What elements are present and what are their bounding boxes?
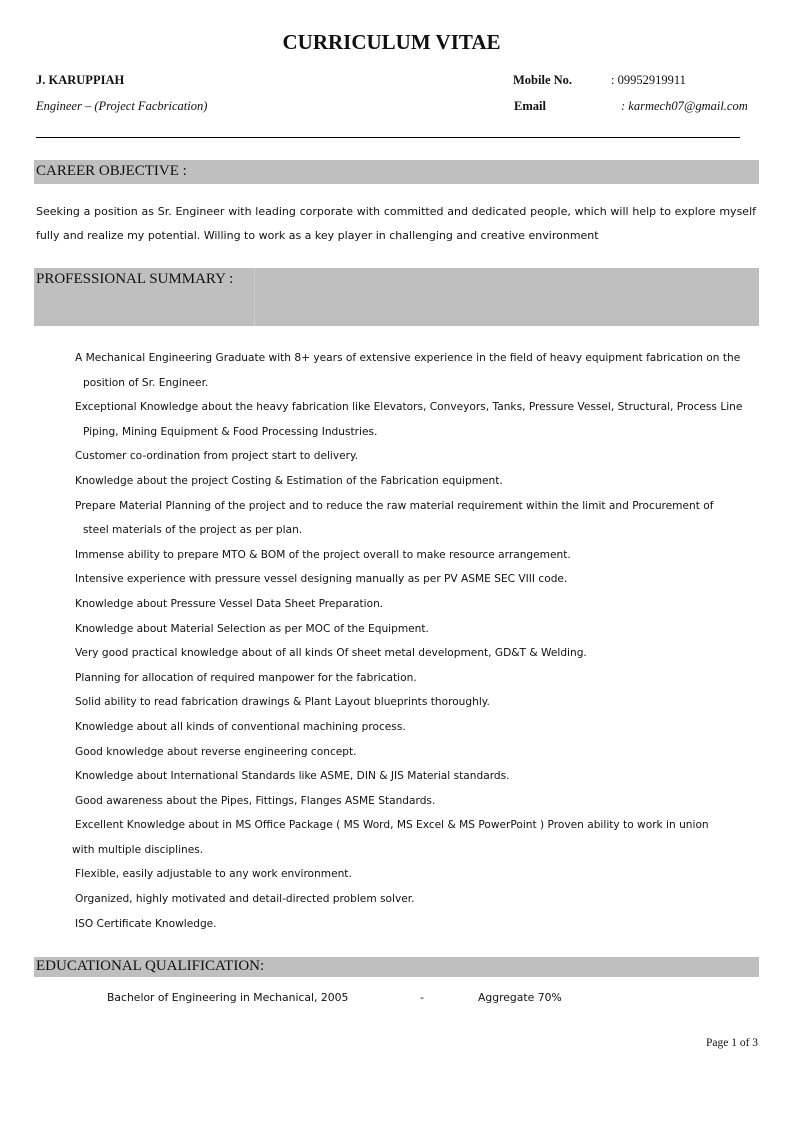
list-item xyxy=(0,395,793,444)
education-heading: EDUCATIONAL QUALIFICATION: xyxy=(36,958,265,974)
list-item xyxy=(0,862,793,887)
career-objective-heading: CAREER OBJECTIVE : xyxy=(36,163,187,179)
professional-summary-heading: PROFESSIONAL SUMMARY : xyxy=(36,271,234,287)
list-item xyxy=(0,690,793,715)
header-divider xyxy=(36,137,740,138)
email-label: Email xyxy=(514,99,546,113)
career-objective-heading-band xyxy=(34,160,759,184)
list-item-text: Knowledge about Pressure Vessel Data Sheet Preparation. xyxy=(75,597,384,610)
list-item xyxy=(0,887,793,912)
list-item-text: Good knowledge about reverse engineering concept. xyxy=(75,745,357,758)
career-objective-text xyxy=(36,200,756,248)
career-objective-line-2: fully and realize my potential. Willing to work as a key player in challenging and creative environment xyxy=(36,229,599,242)
list-item-text: Intensive experience with pressure vessel designing manually as per PV ASME SEC VIII code. xyxy=(75,573,568,586)
list-item-text: Immense ability to prepare MTO & BOM of the project overall to make resource arrangement. xyxy=(75,548,571,561)
list-item-text: Excellent Knowledge about in MS Office Package ( MS Word, MS Excel & MS PowerPoint ) Proven ability to work in union xyxy=(75,819,709,832)
list-item-text: Knowledge about International Standards like ASME, DIN & JIS Material standards. xyxy=(75,770,510,783)
list-item xyxy=(0,764,793,789)
list-item-text: Solid ability to read fabrication drawings & Plant Layout blueprints thoroughly. xyxy=(75,696,490,709)
list-item xyxy=(0,715,793,740)
list-item-text: Organized, highly motivated and detail-directed problem solver. xyxy=(75,893,415,906)
list-item xyxy=(0,494,793,543)
list-item xyxy=(0,789,793,814)
list-item xyxy=(0,444,793,469)
list-item-text: Planning for allocation of required manpower for the fabrication. xyxy=(75,671,417,684)
list-item xyxy=(0,740,793,765)
email-value: : karmech07@gmail.com xyxy=(621,99,748,113)
list-item-text: A Mechanical Engineering Graduate with 8+ years of extensive experience in the field of heavy equipment fabrication on the xyxy=(75,352,741,364)
mobile-label: Mobile No. xyxy=(513,73,573,87)
list-item-text: Customer co-ordination from project start to delivery. xyxy=(75,450,359,463)
education-separator: - xyxy=(420,991,424,1004)
list-item xyxy=(0,469,793,494)
list-item-text-continued: steel materials of the project as per plan. xyxy=(83,524,303,537)
page-number: Page 1 of 3 xyxy=(706,1037,759,1049)
list-item-text: Very good practical knowledge about of all kinds Of sheet metal development, GD&T & Welding. xyxy=(75,647,587,660)
list-item xyxy=(0,813,793,862)
list-item-text: Exceptional Knowledge about the heavy fabrication like Elevators, Conveyors, Tanks, Pressure Vessel, Structural, Process Line xyxy=(75,401,743,414)
education-heading-band xyxy=(34,957,759,977)
list-item-text: Knowledge about Material Selection as per MOC of the Equipment. xyxy=(75,622,429,635)
list-item-text: Knowledge about all kinds of conventional machining process. xyxy=(75,720,406,733)
candidate-role: Engineer – (Project Facbrication) xyxy=(36,99,208,113)
professional-summary-list xyxy=(0,346,793,936)
list-item-text-continued: with multiple disciplines. xyxy=(72,843,204,856)
career-objective-line-1: Seeking a position as Sr. Engineer with leading corporate with committed and dedicated people, which will help to explore myself xyxy=(36,205,756,218)
degree-text: Bachelor of Engineering in Mechanical, 2005 xyxy=(107,991,349,1004)
mobile-value: : 09952919911 xyxy=(611,73,686,87)
education-row xyxy=(0,991,793,1011)
list-item xyxy=(0,617,793,642)
list-item-text: ISO Certificate Knowledge. xyxy=(75,917,217,930)
heading-cell-divider xyxy=(254,268,255,326)
aggregate-text: Aggregate 70% xyxy=(478,991,562,1004)
list-item xyxy=(0,666,793,691)
list-item xyxy=(0,567,793,592)
list-item-text: Prepare Material Planning of the project and to reduce the raw material requirement within the limit and Procurement of xyxy=(75,499,714,512)
list-item-text: Flexible, easily adjustable to any work environment. xyxy=(75,868,352,881)
list-item xyxy=(0,543,793,568)
list-item-text-continued: Piping, Mining Equipment & Food Processing Industries. xyxy=(83,425,378,438)
list-item xyxy=(0,912,793,937)
list-item xyxy=(0,592,793,617)
document-title: CURRICULUM VITAE xyxy=(282,30,501,54)
list-item xyxy=(0,346,793,395)
list-item-text: Knowledge about the project Costing & Estimation of the Fabrication equipment. xyxy=(75,474,503,487)
list-item-text-continued: position of Sr. Engineer. xyxy=(83,376,209,389)
professional-summary-heading-band xyxy=(34,268,759,326)
candidate-name: J. KARUPPIAH xyxy=(36,73,125,87)
list-item-text: Good awareness about the Pipes, Fittings, Flanges ASME Standards. xyxy=(75,794,436,807)
list-item xyxy=(0,641,793,666)
